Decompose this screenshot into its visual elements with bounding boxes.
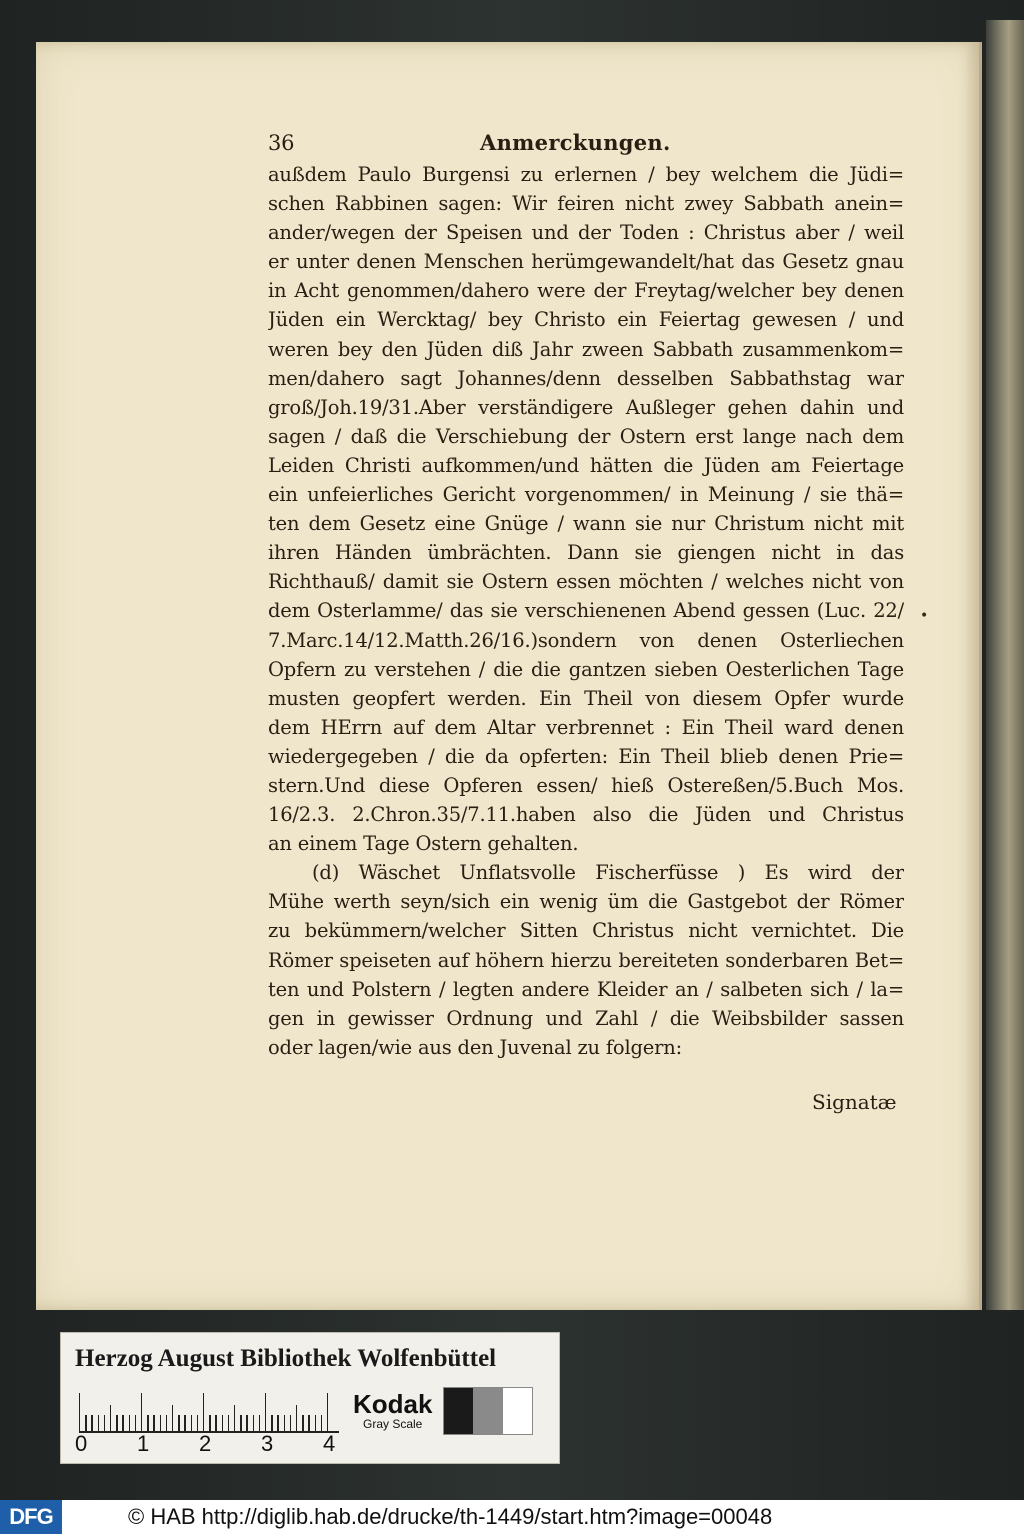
swatch-white [503, 1388, 532, 1434]
ruler-tick [222, 1415, 223, 1431]
text-line: dem HErrn auf dem Altar verbrennet : Ein Theil ward denen [268, 715, 904, 739]
ruler-tick [85, 1415, 86, 1431]
ruler-tick [327, 1393, 328, 1431]
text-line: ein unfeierliches Gericht vorgenommen/ in Meinung / sie thä= [268, 483, 904, 507]
text-line: in Acht genommen/dahero were der Freytag/welcher bey denen [268, 279, 904, 303]
dfg-logo: DFG [0, 1500, 62, 1534]
ruler-tick [277, 1415, 278, 1431]
ruler-tick [203, 1393, 204, 1431]
ruler-tick [153, 1415, 154, 1431]
ruler-tick [110, 1405, 111, 1431]
gray-swatches [443, 1387, 533, 1435]
ruler-tick [234, 1405, 235, 1431]
book-edge [986, 20, 1024, 1310]
kodak-logo: Kodak [353, 1389, 433, 1419]
ruler-tick [246, 1415, 247, 1431]
ruler-tick [253, 1415, 254, 1431]
text-line: groß/Joh.19/31.Aber verständigere Außleger gehen dahin und [268, 395, 904, 419]
swatch-gray [473, 1388, 502, 1434]
text-lines [268, 160, 904, 1062]
text-line: zu bekümmern/welcher Sitten Christus nicht vernichtet. Die [268, 919, 904, 943]
ruler-number: 0 [75, 1431, 88, 1456]
ruler-number: 3 [261, 1431, 274, 1456]
text-line: 16/2.3. 2.Chron.35/7.11.haben also die Jüden und Christus [268, 803, 904, 827]
ruler-tick [141, 1393, 142, 1431]
text-line: men/dahero sagt Johannes/denn desselben Sabbathstag war [268, 366, 904, 390]
text-line: ihren Händen ümbrächten. Dann sie giengen nicht in das [268, 541, 904, 565]
text-line: Leiden Christi aufkommen/und hätten die Jüden am Feiertage [268, 453, 904, 477]
text-line: Römer speiseten auf höhern hierzu bereiteten sonderbaren Bet= [268, 948, 904, 972]
text-line: wiedergegeben / die da opferten: Ein Theil blieb denen Prie= [268, 744, 904, 768]
text-line: an einem Tage Ostern gehalten. [268, 832, 579, 856]
text-line: ten dem Gesetz eine Gnüge / wann sie nur Christum nicht mit [268, 512, 904, 536]
ruler-number: 4 [323, 1431, 336, 1456]
ruler-tick [290, 1415, 291, 1431]
text-line: oder lagen/wie aus den Juvenal zu folgern: [268, 1035, 682, 1059]
ruler-tick [321, 1415, 322, 1431]
ruler-tick [178, 1415, 179, 1431]
text-line: schen Rabbinen sagen: Wir feiren nicht zwey Sabbath anein= [268, 192, 904, 216]
ruler-tick [228, 1415, 229, 1431]
ruler-tick [296, 1405, 297, 1431]
ruler-number: 2 [199, 1431, 212, 1456]
catchword: Signatæ [812, 1090, 897, 1114]
text-line: musten geopfert werden. Ein Theil von diesem Opfer wurde [268, 686, 904, 710]
ruler-tick [160, 1415, 161, 1431]
ruler-tick [308, 1415, 309, 1431]
ruler-tick [172, 1405, 173, 1431]
ruler-tick [122, 1415, 123, 1431]
ruler-tick [147, 1415, 148, 1431]
text-line: Mühe werth seyn/sich ein wenig üm die Gastgebot der Römer [268, 890, 904, 914]
ruler-tick [98, 1415, 99, 1431]
text-line: außdem Paulo Burgensi zu erlernen / bey welchem die Jüdi= [268, 163, 904, 186]
margin-mark: • [920, 608, 929, 624]
text-line: 7.Marc.14/12.Matth.26/16.)sondern von denen Osterliechen [268, 628, 904, 652]
copyright-link[interactable]: © HAB http://diglib.hab.de/drucke/th-1449/start.htm?image=00048 [128, 1504, 773, 1529]
text-line: ander/wegen der Speisen und der Toden : Christus aber / weil [268, 221, 904, 245]
text-line: Richthauß/ damit sie Ostern essen möchten / welches nicht von [268, 570, 904, 594]
text-line: Jüden ein Wercktag/ bey Christo ein Feiertag gewesen / und [268, 308, 904, 332]
text-line: (d) Wäschet Unflatsvolle Fischerfüsse ) Es wird der [312, 861, 904, 885]
ruler-tick [271, 1415, 272, 1431]
swatch-black [444, 1388, 473, 1434]
ruler [79, 1391, 339, 1433]
text-line: stern.Und diese Opferen essen/ hieß Ostereßen/5.Buch Mos. [268, 773, 904, 797]
text-line: weren bey den Jüden diß Jahr zween Sabbath zusammenkom= [268, 337, 904, 361]
color-scale-card [60, 1332, 560, 1464]
running-head [268, 128, 904, 160]
text-line: ten und Polstern / legten andere Kleider an / salbeten sich / la= [268, 977, 904, 1001]
ruler-tick [302, 1415, 303, 1431]
text-line: dem Osterlamme/ das sie verschienenen Abend gessen (Luc. 22/ [268, 599, 904, 623]
ruler-tick [265, 1393, 266, 1431]
footer-bar [0, 1500, 1024, 1534]
ruler-tick [284, 1415, 285, 1431]
ruler-tick [215, 1415, 216, 1431]
ruler-number: 1 [137, 1431, 150, 1456]
text-line: sagen / daß die Verschiebung der Ostern erst lange nach dem [268, 424, 904, 448]
ruler-tick [166, 1415, 167, 1431]
running-head-title: Anmerckungen. [480, 130, 671, 155]
ruler-tick [240, 1415, 241, 1431]
page-text [268, 128, 904, 1062]
gray-scale-label: Gray Scale [363, 1417, 423, 1431]
ruler-tick [91, 1415, 92, 1431]
ruler-tick [104, 1415, 105, 1431]
ruler-tick [259, 1415, 260, 1431]
page-number: 36 [268, 131, 295, 155]
library-name: Herzog August Bibliothek Wolfenbüttel [75, 1345, 497, 1372]
ruler-tick [135, 1415, 136, 1431]
text-line: Opfern zu verstehen / die die gantzen sieben Oesterlichen Tage [268, 657, 904, 681]
text-line: er unter denen Menschen herümgewandelt/hat das Gesetz gnau [268, 250, 904, 274]
text-line: gen in gewisser Ordnung und Zahl / die Weibsbilder sassen [268, 1006, 904, 1030]
ruler-tick [315, 1415, 316, 1431]
ruler-tick [129, 1415, 130, 1431]
ruler-tick [184, 1415, 185, 1431]
ruler-tick [191, 1415, 192, 1431]
ruler-tick [209, 1415, 210, 1431]
ruler-tick [197, 1415, 198, 1431]
ruler-tick [116, 1415, 117, 1431]
ruler-tick [79, 1393, 80, 1431]
